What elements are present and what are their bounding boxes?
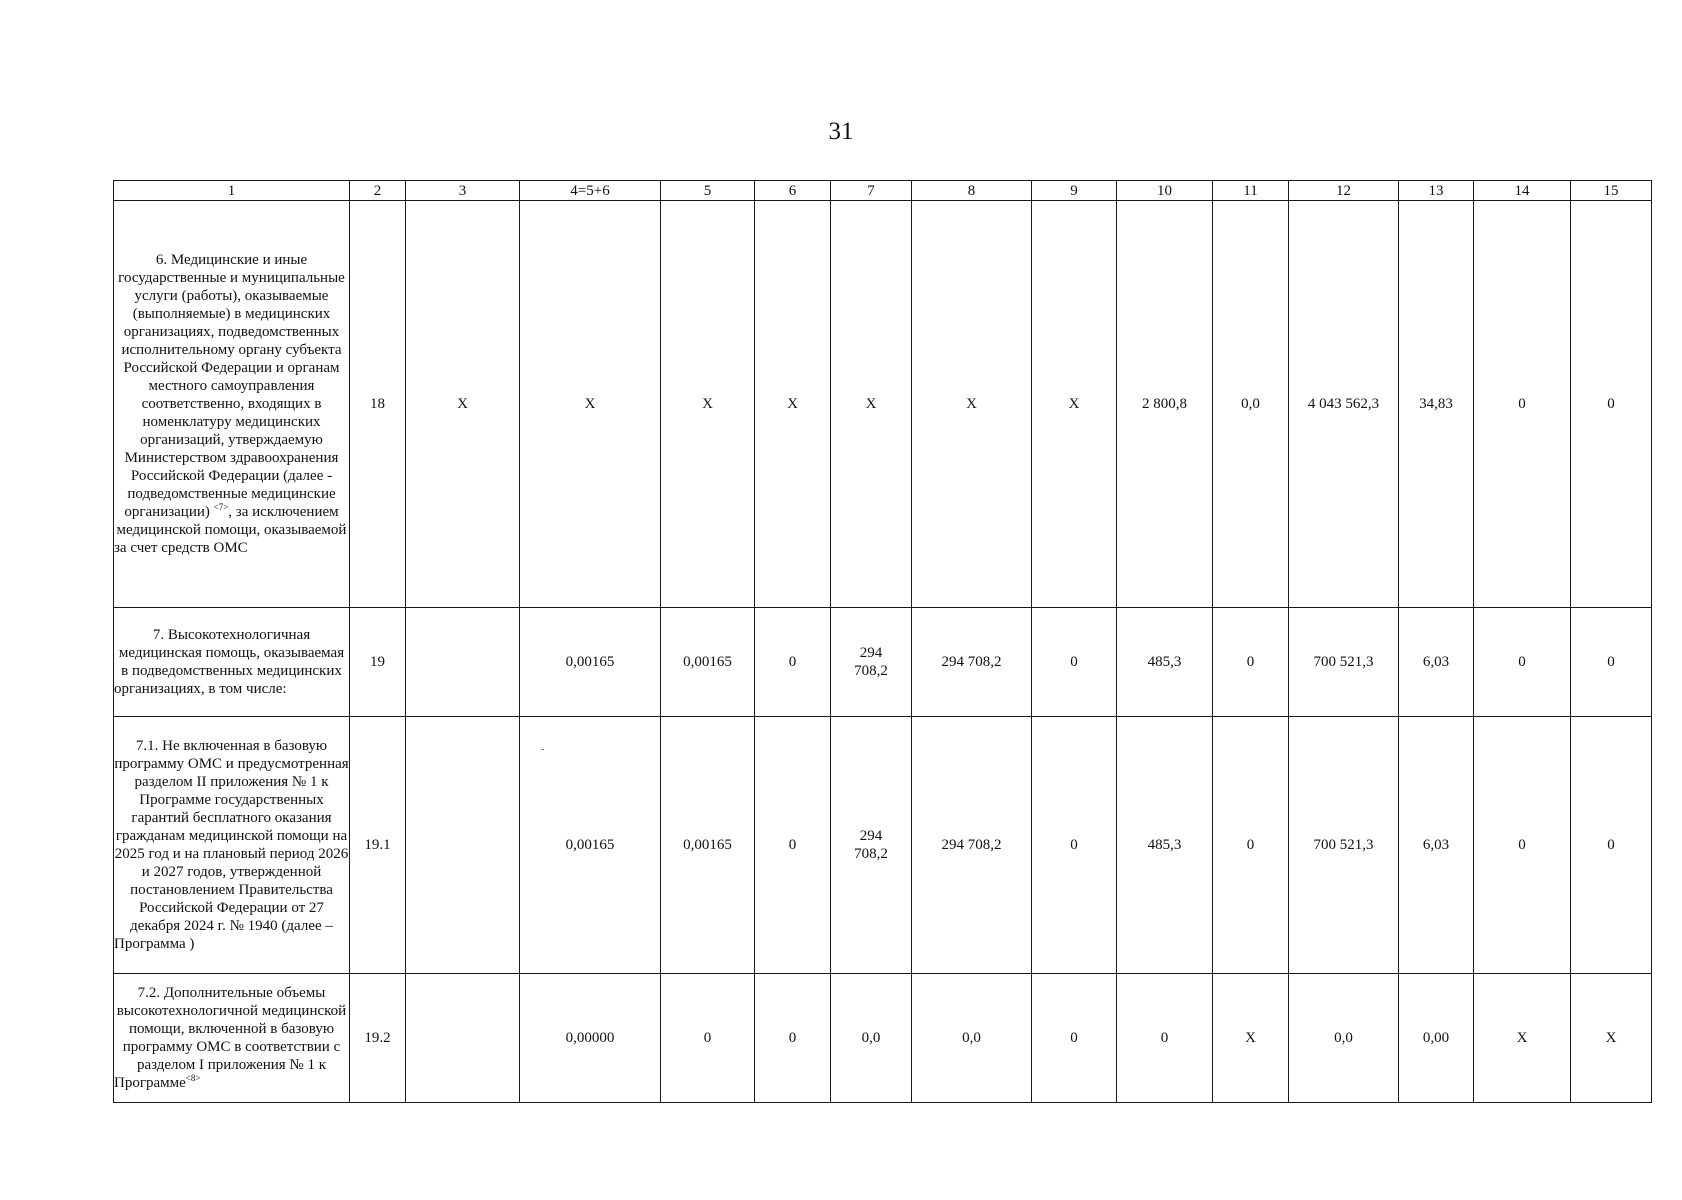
table-cell: 0,0 [912,974,1032,1103]
data-table [113,180,1652,1103]
table-cell: 0 [1571,608,1652,717]
header-cell: 4=5+6 [520,181,661,201]
header-cell: 10 [1117,181,1213,201]
table-cell: 294 708,2 [912,608,1032,717]
table-cell: 0 [1032,717,1117,974]
table-cell: X [406,201,520,608]
table-cell: 0 [1213,717,1289,974]
table-cell: 0 [755,608,831,717]
table-cell: 0,00165 [661,717,755,974]
header-cell: 1 [114,181,350,201]
table-cell: X [755,201,831,608]
table-cell: 294 708,2 [831,717,912,974]
row-description: 7.1. Не включенная в базовую программу ОМС и предусмотренная разделом II приложения № 1 к Программе государственных гарантий бесплатного оказания гражданам медицинской помощи на 2025 год и на плановый период 2026 и 2027 годов, утвержденной постановлением Правительства Российской Федерации от 27 декабря 2024 г. № 1940 (далее – Программа ) [114,717,350,974]
row-description: 6. Медицинские и иные государственные и муниципальные услуги (работы), оказываемые (выполняемые) в медицинских организациях, подведомственных исполнительному органу субъекта Российской Федерации и органам местного самоуправления соответственно, входящих в номенклатуру медицинских организаций, утверждаемую Министерством здравоохранения Российской Федерации (далее - подведомственные медицинские организации) $^{<7>}$, за исключением медицинской помощи, оказываемой за счет средств ОМС [114,201,350,608]
table-cell: 294 708,2 [831,608,912,717]
table-cell: 700 521,3 [1289,717,1399,974]
header-cell: 2 [350,181,406,201]
table-cell: 4 043 562,3 [1289,201,1399,608]
header-cell: 5 [661,181,755,201]
header-cell: 14 [1474,181,1571,201]
table-cell: 0 [755,717,831,974]
scan-speck: - [541,744,545,755]
table-cell: 0,00000 [520,974,661,1103]
table-cell: 6,03 [1399,717,1474,974]
table-cell: 0,0 [831,974,912,1103]
table-cell [406,974,520,1103]
table-cell: 18 [350,201,406,608]
table-cell: 294 708,2 [912,717,1032,974]
column-numbers-row [114,181,1652,201]
table-cell: X [520,201,661,608]
table-cell: 0,0 [1213,201,1289,608]
header-cell: 15 [1571,181,1652,201]
table-cell: 0 [1032,608,1117,717]
page-number: 31 [828,118,854,145]
table-cell [406,717,520,974]
table-cell: 0 [755,974,831,1103]
table-cell: 0,00165 [520,717,661,974]
table-cell: 0 [1474,717,1571,974]
table-cell: 0,0 [1289,974,1399,1103]
table-cell: X [661,201,755,608]
table-cell: 0 [661,974,755,1103]
header-cell: 9 [1032,181,1117,201]
table-cell: 2 800,8 [1117,201,1213,608]
table-cell: X [831,201,912,608]
header-cell: 7 [831,181,912,201]
table-cell: 485,3 [1117,608,1213,717]
table-row [114,974,1652,1103]
row-description: 7. Высокотехнологичная медицинская помощь, оказываемая в подведомственных медицинских организациях, в том числе: [114,608,350,717]
header-cell: 12 [1289,181,1399,201]
table-cell: X [912,201,1032,608]
table-cell: 0 [1571,717,1652,974]
header-cell: 11 [1213,181,1289,201]
table-cell: 0,00 [1399,974,1474,1103]
table-row [114,608,1652,717]
table-cell: 19 [350,608,406,717]
table-cell: 6,03 [1399,608,1474,717]
table-cell: 0 [1571,201,1652,608]
table-cell: 0 [1117,974,1213,1103]
header-cell: 13 [1399,181,1474,201]
table-cell: 19.1 [350,717,406,974]
header-cell: 8 [912,181,1032,201]
table-cell: 485,3 [1117,717,1213,974]
table-cell: 0,00165 [661,608,755,717]
table-cell: X [1213,974,1289,1103]
table-cell: X [1474,974,1571,1103]
table-row [114,201,1652,608]
table-cell: 0,00165 [520,608,661,717]
table-cell: 0 [1474,608,1571,717]
table-row [114,717,1652,974]
table-cell: 0 [1474,201,1571,608]
table-cell: 0 [1032,974,1117,1103]
header-cell: 3 [406,181,520,201]
table-cell [406,608,520,717]
table-cell: 19.2 [350,974,406,1103]
header-cell: 6 [755,181,831,201]
table-cell: 700 521,3 [1289,608,1399,717]
table-cell: 0 [1213,608,1289,717]
table-cell: 34,83 [1399,201,1474,608]
table-cell: X [1032,201,1117,608]
table-cell: X [1571,974,1652,1103]
row-description: 7.2. Дополнительные объемы высокотехнологичной медицинской помощи, включенной в базовую программу ОМС в соответствии с разделом I приложения № 1 к Программе$^{<8>}$ [114,974,350,1103]
